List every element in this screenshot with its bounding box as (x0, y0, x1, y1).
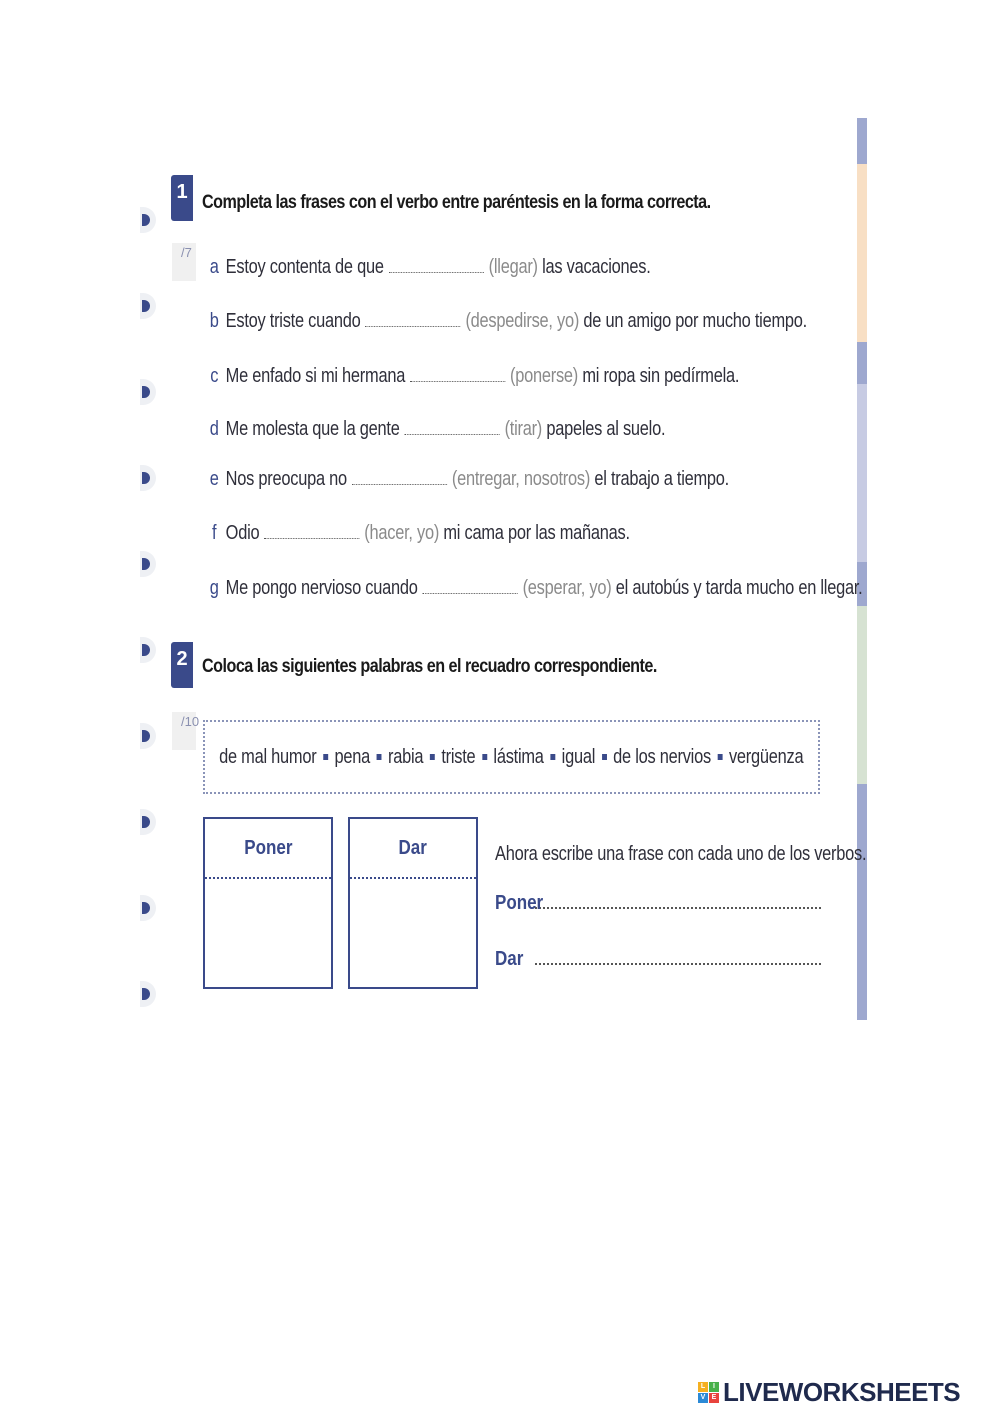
word-chip[interactable]: pena (334, 745, 371, 768)
list-item: d Me molesta que la gente (tirar) papeles al suelo. (209, 418, 666, 440)
exercise-1-number: 1 (171, 175, 193, 221)
separator-square-icon (602, 754, 607, 760)
word-chip[interactable]: igual (561, 745, 596, 768)
word-bank (203, 720, 820, 794)
side-color-rail (857, 118, 867, 1020)
answer-blank[interactable] (365, 312, 460, 327)
rail-segment (857, 164, 867, 342)
list-item: b Estoy triste cuando (despedirse, yo) de un amigo por mucho tiempo. (209, 310, 807, 332)
exercise-1-instruction: Completa las frases con el verbo entre paréntesis en la forma correcta. (202, 192, 711, 213)
separator-square-icon (550, 754, 555, 760)
list-item: g Me pongo nervioso cuando (esperar, yo) el autobús y tarda mucho en llegar. (209, 577, 863, 599)
answer-blank[interactable] (264, 524, 359, 539)
rail-segment (857, 384, 867, 562)
answer-blank[interactable] (389, 258, 484, 273)
rail-segment (857, 784, 867, 1020)
poner-sentence-label: Poner (495, 892, 544, 914)
word-chip[interactable]: rabia (388, 745, 424, 768)
poner-drop-box[interactable] (203, 817, 333, 989)
dar-drop-box[interactable] (348, 817, 478, 989)
exercise-2-instruction: Coloca las siguientes palabras en el recuadro correspondiente. (202, 656, 657, 677)
rail-segment (857, 342, 867, 384)
word-chip[interactable]: lástima (493, 745, 544, 768)
answer-blank[interactable] (423, 579, 518, 594)
dar-sentence-input[interactable] (535, 962, 821, 965)
word-chip[interactable]: de mal humor (219, 745, 317, 768)
liveworksheets-logo-icon: L I V E (698, 1382, 720, 1404)
separator-square-icon (430, 754, 435, 760)
exercise-1-score: /7 (172, 243, 196, 281)
write-instruction: Ahora escribe una frase con cada uno de los verbos. (495, 843, 867, 865)
brand-name: LIVEWORKSHEETS (723, 1377, 961, 1407)
rail-segment (857, 606, 867, 784)
rail-segment (857, 118, 867, 164)
poner-sentence-input[interactable] (535, 906, 821, 909)
word-chip[interactable]: triste (441, 745, 476, 768)
list-item: a Estoy contenta de que (llegar) las vacaciones. (209, 256, 651, 278)
separator-square-icon (718, 754, 723, 760)
separator-square-icon (482, 754, 487, 760)
dar-sentence-row (495, 948, 821, 971)
list-item: f Odio (hacer, yo) mi cama por las mañanas. (212, 522, 630, 544)
word-chip[interactable]: vergüenza (729, 745, 804, 768)
dar-box-heading: Dar (398, 836, 428, 859)
exercise-2-number: 2 (171, 642, 193, 688)
word-bank-list (219, 746, 803, 769)
liveworksheets-logo (698, 1377, 960, 1408)
word-chip[interactable]: de los nervios (613, 745, 712, 768)
answer-blank[interactable] (352, 470, 447, 485)
exercise-2-score: /10 (172, 712, 196, 750)
list-item: c Me enfado si mi hermana (ponerse) mi ropa sin pedírmela. (210, 365, 740, 387)
answer-blank[interactable] (405, 420, 500, 435)
dar-sentence-label: Dar (495, 948, 524, 970)
list-item: e Nos preocupa no (entregar, nosotros) el trabajo a tiempo. (209, 468, 729, 490)
answer-blank[interactable] (410, 367, 505, 382)
poner-sentence-row (495, 892, 821, 915)
separator-square-icon (323, 754, 328, 760)
poner-box-heading: Poner (243, 836, 293, 859)
separator-square-icon (377, 754, 382, 760)
